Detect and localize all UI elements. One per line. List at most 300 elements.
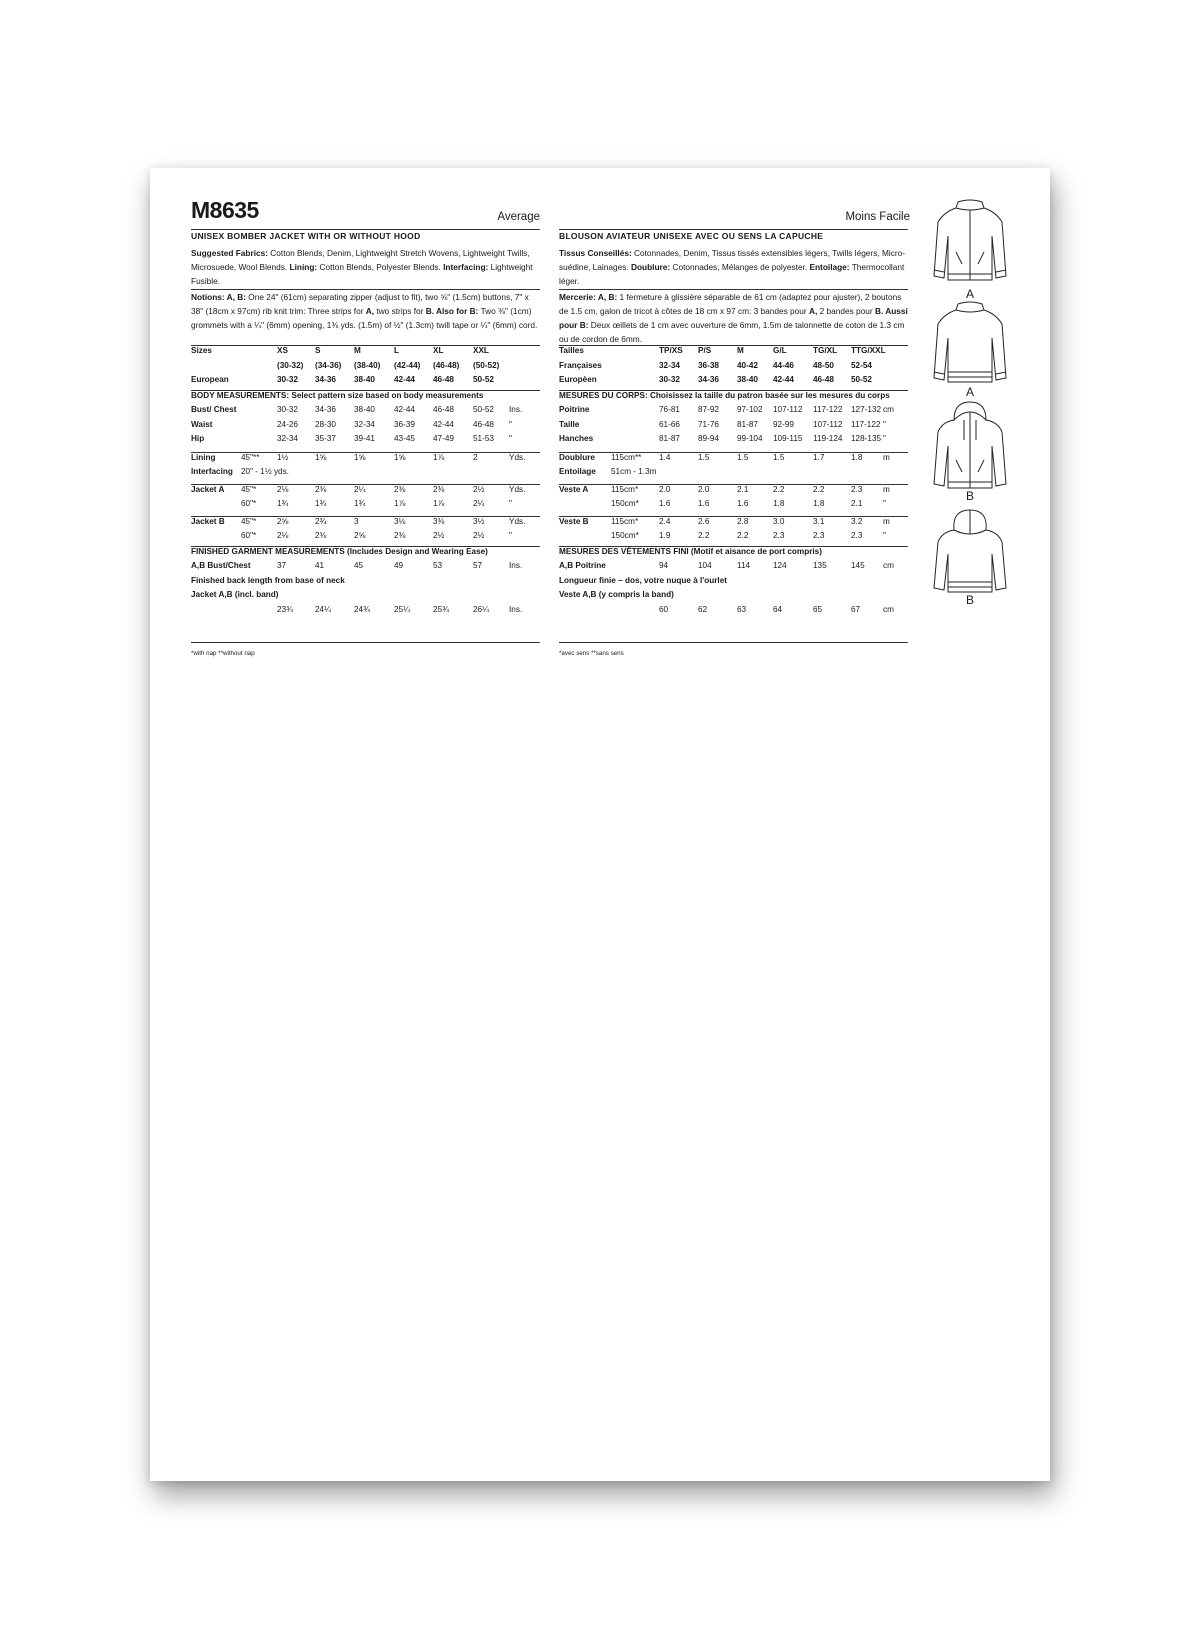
size-table-fr bbox=[559, 345, 908, 619]
pattern-number: M8635 bbox=[191, 197, 259, 223]
table-row bbox=[559, 452, 908, 468]
size-name: XL bbox=[433, 346, 444, 355]
table-row bbox=[559, 590, 908, 605]
yardage-value: 2.1 bbox=[737, 484, 749, 494]
interfacing-text: Thermocollant léger. bbox=[559, 261, 905, 286]
notions-en bbox=[191, 289, 540, 333]
body-value: 71-76 bbox=[698, 419, 719, 429]
yardage-value: 1.5 bbox=[737, 452, 749, 462]
yardage-value: 2¾ bbox=[315, 516, 327, 526]
european-size: 38-40 bbox=[354, 375, 375, 384]
finished-value: 57 bbox=[473, 561, 483, 570]
yardage-value: 2.2 bbox=[773, 484, 785, 494]
fabrics-en bbox=[191, 246, 540, 289]
size-range: (30-32) bbox=[277, 360, 304, 370]
unit: " bbox=[883, 531, 886, 540]
body-value: 42-44 bbox=[394, 405, 415, 414]
notions-view-b: B. Also for B: bbox=[425, 305, 479, 316]
unit: " bbox=[883, 434, 886, 443]
unit: Yds. bbox=[509, 484, 526, 494]
unit: Ins. bbox=[509, 604, 523, 614]
size-table-en bbox=[191, 345, 540, 619]
yardage-value: 1.8 bbox=[813, 499, 825, 508]
finished-value: 135 bbox=[813, 561, 827, 570]
body-value: 39-41 bbox=[354, 434, 375, 443]
unit: m bbox=[883, 452, 890, 462]
back-length-label: Finished back length from base of neck bbox=[191, 575, 345, 585]
unit: m bbox=[883, 516, 890, 526]
yardage-value: 1½ bbox=[277, 452, 289, 462]
sizes-label: Tailles bbox=[559, 346, 584, 355]
finished-value: 145 bbox=[851, 561, 865, 570]
table-row bbox=[559, 375, 908, 390]
yardage-row-label: Jacket B bbox=[191, 516, 225, 526]
yardage-value: 3.1 bbox=[813, 516, 825, 526]
yardage-value: 2.6 bbox=[698, 516, 710, 526]
yardage-value: 1⅝ bbox=[394, 452, 406, 462]
unit: " bbox=[509, 419, 512, 429]
yardage-value: 3½ bbox=[473, 516, 485, 526]
european-label: Europèen bbox=[559, 375, 597, 384]
table-row bbox=[559, 546, 908, 562]
size-name: TG/XL bbox=[813, 346, 838, 355]
european-size: 34-36 bbox=[698, 375, 719, 384]
yardage-value: 1⅝ bbox=[354, 452, 366, 462]
size-name: TP/XS bbox=[659, 346, 683, 355]
size-range: (50-52) bbox=[473, 360, 500, 370]
body-value: 107-112 bbox=[773, 405, 803, 414]
body-row-label: Hanches bbox=[559, 434, 594, 443]
hooded-jacket-front-icon bbox=[930, 400, 1010, 492]
yardage-value: 2½ bbox=[433, 531, 445, 540]
yardage-value: 2¼ bbox=[354, 484, 366, 494]
lining-text: Cotonnades, Mélanges de polyester. bbox=[670, 261, 810, 272]
yardage-value: 2½ bbox=[473, 484, 485, 494]
unit: " bbox=[883, 419, 886, 429]
body-value: 117-122 bbox=[851, 419, 881, 429]
fabrics-label: Suggested Fabrics: bbox=[191, 248, 268, 258]
yardage-value: 2.0 bbox=[698, 484, 710, 494]
european-size: 50-52 bbox=[851, 375, 872, 384]
notions-text: Two ⅜" (1cm) grommets with a ¼" (6mm) opening, 1⅜ yds. (1.5m) of ½" (1.3cm) twill tape or ¼" (6mm) cord. bbox=[191, 305, 538, 330]
european-size: 50-52 bbox=[473, 375, 494, 384]
back-length-value: 24¾ bbox=[354, 604, 370, 614]
size-range: 36-38 bbox=[698, 360, 719, 370]
fabrics-fr bbox=[559, 246, 908, 289]
table-row bbox=[191, 561, 540, 576]
notions-view-b: B. Aussi pour B: bbox=[559, 305, 908, 330]
table-row bbox=[191, 434, 540, 449]
fabric-width: 45"* bbox=[241, 484, 257, 494]
back-length-value: 60 bbox=[659, 604, 669, 614]
table-row bbox=[559, 420, 908, 435]
size-name: L bbox=[394, 346, 400, 355]
notions-fr bbox=[559, 289, 908, 347]
back-length-value: 64 bbox=[773, 604, 783, 614]
table-row bbox=[191, 605, 540, 620]
fabric-width: 150cm* bbox=[611, 499, 639, 508]
back-length-value: 67 bbox=[851, 604, 861, 614]
unit: cm bbox=[883, 604, 894, 614]
yardage-value: 3⅛ bbox=[394, 516, 406, 526]
body-value: 99-104 bbox=[737, 434, 763, 443]
body-value: 92-99 bbox=[773, 419, 794, 429]
table-row bbox=[191, 590, 540, 605]
back-length-value: 63 bbox=[737, 604, 747, 614]
unit: Yds. bbox=[509, 452, 526, 462]
european-size: 34-36 bbox=[315, 375, 336, 384]
european-size: 30-32 bbox=[277, 375, 298, 384]
finished-value: 124 bbox=[773, 561, 787, 570]
yardage-value: 1.6 bbox=[737, 499, 749, 508]
fabric-width: 115cm* bbox=[611, 484, 639, 494]
yardage-value: 1⅝ bbox=[315, 452, 327, 462]
fabrics-text: Cotton Blends, Denim, Lightweight Stretch Wovens, Lightweight Twills, Microsuede, Wool Blends. bbox=[191, 248, 530, 272]
finished-value: 49 bbox=[394, 561, 404, 570]
fabrics-label: Tissus Conseillés: bbox=[559, 248, 632, 258]
yardage-value: 1.8 bbox=[851, 452, 863, 462]
yardage-value: 2⅜ bbox=[433, 484, 445, 494]
yardage-value: 3 bbox=[354, 516, 359, 526]
table-row bbox=[559, 576, 908, 591]
table-row bbox=[559, 605, 908, 620]
yardage-value: 1.5 bbox=[773, 452, 785, 462]
body-value: 24-26 bbox=[277, 419, 298, 429]
european-size: 46-48 bbox=[813, 375, 834, 384]
fabric-width: 20" - 1½ yds. bbox=[241, 467, 289, 476]
body-value: 127-132 bbox=[851, 405, 882, 414]
body-value: 50-52 bbox=[473, 405, 494, 414]
body-value: 46-48 bbox=[433, 405, 454, 414]
hooded-jacket-back-icon bbox=[930, 508, 1010, 596]
table-row bbox=[559, 361, 908, 376]
table-row bbox=[559, 345, 908, 361]
notions-text: 2 bandes pour bbox=[817, 305, 875, 316]
pattern-envelope-back bbox=[150, 168, 1050, 1481]
yardage-value: 2 bbox=[473, 452, 478, 462]
body-value: 30-32 bbox=[277, 405, 298, 414]
body-value: 32-34 bbox=[354, 419, 375, 429]
table-row bbox=[191, 375, 540, 390]
sizes-label: Sizes bbox=[191, 346, 212, 355]
bomber-jacket-front-icon bbox=[930, 196, 1010, 290]
back-length-value: 25¾ bbox=[433, 604, 449, 614]
yardage-value: 1⅞ bbox=[433, 452, 445, 462]
size-range: 52-54 bbox=[851, 360, 872, 370]
divider bbox=[191, 642, 540, 643]
yardage-value: 1⅞ bbox=[394, 499, 406, 508]
title-fr: BLOUSON AVIATEUR UNISEXE AVEC OU SENS LA CAPUCHE bbox=[559, 229, 908, 241]
finished-bust-label: A,B Poitrine bbox=[559, 561, 606, 570]
unit: cm bbox=[883, 405, 894, 414]
body-value: 47-49 bbox=[433, 434, 454, 443]
size-name: S bbox=[315, 346, 321, 355]
bomber-jacket-back-icon bbox=[930, 298, 1010, 388]
finished-value: 114 bbox=[737, 561, 751, 570]
size-name: G/L bbox=[773, 346, 787, 355]
back-length-value: 26¼ bbox=[473, 604, 489, 614]
table-row bbox=[559, 405, 908, 420]
table-row bbox=[191, 546, 540, 562]
european-label: European bbox=[191, 375, 229, 384]
fabric-width: 60"* bbox=[241, 531, 257, 540]
size-range: 32-34 bbox=[659, 360, 680, 370]
fabric-width: 45"** bbox=[241, 452, 260, 462]
fabric-width: 150cm* bbox=[611, 531, 639, 540]
fabrics-text: Cotonnades, Denim, Tissus tissés extensibles légers, Twills légers, Micro-suédine, Lainages. bbox=[559, 248, 905, 272]
yardage-value: 2.3 bbox=[813, 531, 825, 540]
body-value: 36-39 bbox=[394, 419, 415, 429]
size-range: (38-40) bbox=[354, 360, 381, 370]
table-row bbox=[191, 361, 540, 376]
back-length-value: 23¾ bbox=[277, 604, 293, 614]
unit: Ins. bbox=[509, 405, 523, 414]
body-value: 35-37 bbox=[315, 434, 336, 443]
size-range: 48-50 bbox=[813, 360, 834, 370]
yardage-row-label: Lining bbox=[191, 452, 216, 462]
view-label: B bbox=[965, 489, 974, 503]
body-value: 87-92 bbox=[698, 405, 719, 414]
back-length-value: 25¼ bbox=[394, 604, 410, 614]
yardage-value: 2⅜ bbox=[315, 484, 327, 494]
finished-value: 104 bbox=[698, 561, 712, 570]
size-name: M bbox=[354, 346, 361, 355]
back-length-label: Jacket A,B (incl. band) bbox=[191, 590, 279, 599]
body-row-label: Taille bbox=[559, 419, 580, 429]
yardage-value: 2⅛ bbox=[277, 531, 289, 540]
yardage-value: 2⅜ bbox=[315, 531, 327, 540]
yardage-value: 1.9 bbox=[659, 531, 671, 540]
yardage-value: 2.4 bbox=[659, 516, 671, 526]
body-value: 97-102 bbox=[737, 405, 763, 414]
body-measurements-header: BODY MEASUREMENTS: Select pattern size based on body measurements bbox=[191, 390, 484, 400]
yardage-row-label: Doublure bbox=[559, 452, 595, 462]
yardage-value: 1.6 bbox=[659, 499, 671, 508]
european-size: 42-44 bbox=[773, 375, 794, 384]
notions-label: Notions: A, B: bbox=[191, 292, 246, 302]
yardage-value: 2.3 bbox=[773, 531, 785, 540]
footnote-en: *with nap **without nap bbox=[191, 650, 255, 657]
notions-label: Mercerie: A, B: bbox=[559, 292, 618, 302]
back-length-value: 24¼ bbox=[315, 604, 331, 614]
yardage-value: 1.6 bbox=[698, 499, 710, 508]
body-value: 43-45 bbox=[394, 434, 415, 443]
body-measurements-header: MESURES DU CORPS: Choisissez la taille du patron basée sur les mesures du corps bbox=[559, 390, 890, 400]
body-value: 81-87 bbox=[659, 434, 680, 443]
body-value: 81-87 bbox=[737, 419, 758, 429]
footnote-fr: *avec sens **sans sens bbox=[559, 650, 624, 657]
yardage-value: 1.4 bbox=[659, 452, 671, 462]
yardage-value: 3⅜ bbox=[433, 516, 445, 526]
lining-label: Lining: bbox=[289, 261, 318, 272]
body-value: 46-48 bbox=[473, 419, 494, 429]
size-name: XXL bbox=[473, 346, 489, 355]
finished-header: FINISHED GARMENT MEASUREMENTS (Includes Design and Wearing Ease) bbox=[191, 546, 488, 556]
difficulty-fr-text: Moins Facile bbox=[845, 211, 910, 223]
european-size: 42-44 bbox=[394, 375, 415, 384]
view-a-front-sketch bbox=[930, 196, 1010, 301]
yardage-value: 1.5 bbox=[698, 452, 710, 462]
title-en: UNISEX BOMBER JACKET WITH OR WITHOUT HOOD bbox=[191, 229, 540, 241]
yardage-value: 2⅛ bbox=[277, 484, 289, 494]
fabric-width: 51cm - 1.3m bbox=[611, 467, 657, 476]
european-size: 46-48 bbox=[433, 375, 454, 384]
notions-text: Deux œillets de 1 cm avec ouverture de 6mm, 1.5m de talonnette de coton de 1.3 cm ou de cordon de 6mm. bbox=[559, 319, 905, 344]
interfacing-text: Lightweight Fusible. bbox=[191, 261, 533, 286]
finished-value: 41 bbox=[315, 561, 325, 570]
finished-header: MESURES DES VÊTEMENTS FINI (Motif et aisance de port compris) bbox=[559, 546, 822, 556]
table-row bbox=[559, 516, 908, 532]
yardage-value: 1¾ bbox=[277, 499, 289, 508]
table-row bbox=[191, 484, 540, 500]
yardage-row-label: Jacket A bbox=[191, 484, 225, 494]
body-value: 38-40 bbox=[354, 405, 375, 414]
lining-text: Cotton Blends, Polyester Blends. bbox=[317, 261, 444, 272]
table-row bbox=[191, 499, 540, 514]
table-row bbox=[191, 405, 540, 420]
size-name: XS bbox=[277, 346, 288, 355]
view-label: A bbox=[965, 385, 974, 399]
table-row bbox=[559, 467, 908, 482]
notions-view-a: A, bbox=[808, 305, 818, 316]
view-b-back-sketch bbox=[930, 508, 1010, 607]
finished-value: 37 bbox=[277, 561, 287, 570]
interfacing-label: Entoilage: bbox=[809, 261, 850, 272]
size-range: (42-44) bbox=[394, 360, 421, 370]
fabric-width: 45"* bbox=[241, 516, 257, 526]
table-row bbox=[191, 420, 540, 435]
yardage-value: 1¾ bbox=[315, 499, 327, 508]
unit: Yds. bbox=[509, 516, 526, 526]
body-value: 107-112 bbox=[813, 419, 843, 429]
yardage-value: 3.2 bbox=[851, 516, 863, 526]
table-row bbox=[559, 531, 908, 546]
fabric-width: 60"* bbox=[241, 499, 257, 508]
notions-text: two strips for bbox=[374, 305, 426, 316]
yardage-row-label: Entoilage bbox=[559, 467, 596, 476]
size-range: (34-36) bbox=[315, 360, 342, 370]
yardage-value: 2.2 bbox=[813, 484, 825, 494]
body-value: 34-36 bbox=[315, 405, 336, 414]
size-range: 44-46 bbox=[773, 360, 794, 370]
view-a-back-sketch bbox=[930, 298, 1010, 399]
notions-text: One 24" (61cm) separating zipper (adjust to fit), two ⅝" (1.5cm) buttons, 7" x 38" (18cm x 97cm) rib knit trim: Three strips for bbox=[191, 292, 529, 316]
yardage-value: 2⅜ bbox=[394, 484, 406, 494]
yardage-value: 1⅞ bbox=[433, 499, 445, 508]
yardage-value: 1¾ bbox=[354, 499, 366, 508]
yardage-value: 2⅝ bbox=[277, 516, 289, 526]
lining-label: Doublure: bbox=[630, 261, 671, 272]
body-value: 128-135 bbox=[851, 434, 882, 443]
back-length-value: 62 bbox=[698, 604, 708, 614]
back-length-value: 65 bbox=[813, 604, 823, 614]
table-row bbox=[559, 434, 908, 449]
table-row bbox=[559, 390, 908, 406]
unit: m bbox=[883, 484, 890, 494]
yardage-row-label: Veste B bbox=[559, 516, 589, 526]
yardage-value: 3.0 bbox=[773, 516, 785, 526]
body-value: 42-44 bbox=[433, 419, 454, 429]
table-row bbox=[191, 576, 540, 591]
notions-text: 1 fermeture à glissière séparable de 61 cm (adaptez pour ajuster), 2 boutons de 1.5 cm, galon de tricot à côtes de 18 cm x 97 cm: 3 bandes pour bbox=[559, 292, 902, 316]
european-size: 30-32 bbox=[659, 375, 680, 384]
body-value: 32-34 bbox=[277, 434, 298, 443]
body-row-label: Bust/ Chest bbox=[191, 405, 237, 414]
yardage-row-label: Veste A bbox=[559, 484, 589, 494]
body-row-label: Hip bbox=[191, 434, 205, 443]
yardage-value: 2⅜ bbox=[394, 531, 406, 540]
table-row bbox=[191, 531, 540, 546]
table-row bbox=[559, 561, 908, 576]
european-size: 38-40 bbox=[737, 375, 758, 384]
table-row bbox=[191, 390, 540, 406]
yardage-value: 2.2 bbox=[737, 531, 749, 540]
yardage-value: 2.3 bbox=[851, 484, 863, 494]
yardage-value: 2.3 bbox=[851, 531, 863, 540]
yardage-row-label: Interfacing bbox=[191, 467, 233, 476]
back-length-label: Longueur finie – dos, votre nuque à l'ourlet bbox=[559, 575, 727, 585]
yardage-value: 2.1 bbox=[851, 499, 863, 508]
yardage-value: 2½ bbox=[473, 531, 485, 540]
body-value: 76-81 bbox=[659, 405, 680, 414]
view-label: B bbox=[965, 593, 974, 607]
finished-bust-label: A,B Bust/Chest bbox=[191, 561, 251, 570]
unit: " bbox=[509, 434, 512, 443]
size-range: 40-42 bbox=[737, 360, 758, 370]
size-name: M bbox=[737, 346, 744, 355]
fabric-width: 115cm* bbox=[611, 516, 639, 526]
yardage-value: 1.8 bbox=[773, 499, 785, 508]
body-row-label: Poitrine bbox=[559, 405, 590, 414]
table-row bbox=[559, 484, 908, 500]
body-value: 117-122 bbox=[813, 405, 843, 414]
interfacing-label: Interfacing: bbox=[443, 261, 489, 272]
difficulty-en: Average bbox=[497, 211, 540, 223]
unit: cm bbox=[883, 561, 894, 570]
unit: " bbox=[883, 499, 886, 508]
yardage-value: 2.8 bbox=[737, 516, 749, 526]
view-b-front-sketch bbox=[930, 400, 1010, 503]
yardage-value: 2.2 bbox=[698, 531, 710, 540]
size-name: TTG/XXL bbox=[851, 346, 886, 355]
yardage-value: 2.0 bbox=[659, 484, 671, 494]
body-value: 109-115 bbox=[773, 434, 803, 443]
table-row bbox=[191, 452, 540, 468]
yardage-value: 2¼ bbox=[473, 499, 485, 508]
size-range: (46-48) bbox=[433, 360, 460, 370]
yardage-value: 1.7 bbox=[813, 452, 825, 462]
notions-view-a: A, bbox=[365, 305, 375, 316]
divider bbox=[559, 642, 908, 643]
body-value: 28-30 bbox=[315, 419, 336, 429]
unit: " bbox=[509, 499, 512, 508]
ranges-label: Françaises bbox=[559, 360, 602, 370]
body-row-label: Waist bbox=[191, 419, 213, 429]
table-row bbox=[191, 345, 540, 361]
yardage-value: 2⅝ bbox=[354, 531, 366, 540]
view-label: A bbox=[965, 287, 974, 301]
unit: " bbox=[509, 531, 512, 540]
size-name: P/S bbox=[698, 346, 712, 355]
body-value: 89-94 bbox=[698, 434, 719, 443]
unit: Ins. bbox=[509, 561, 523, 570]
fabric-width: 115cm** bbox=[611, 452, 642, 462]
body-value: 61-66 bbox=[659, 419, 680, 429]
table-row bbox=[559, 499, 908, 514]
finished-value: 53 bbox=[433, 561, 443, 570]
finished-value: 45 bbox=[354, 561, 364, 570]
table-row bbox=[191, 467, 540, 482]
